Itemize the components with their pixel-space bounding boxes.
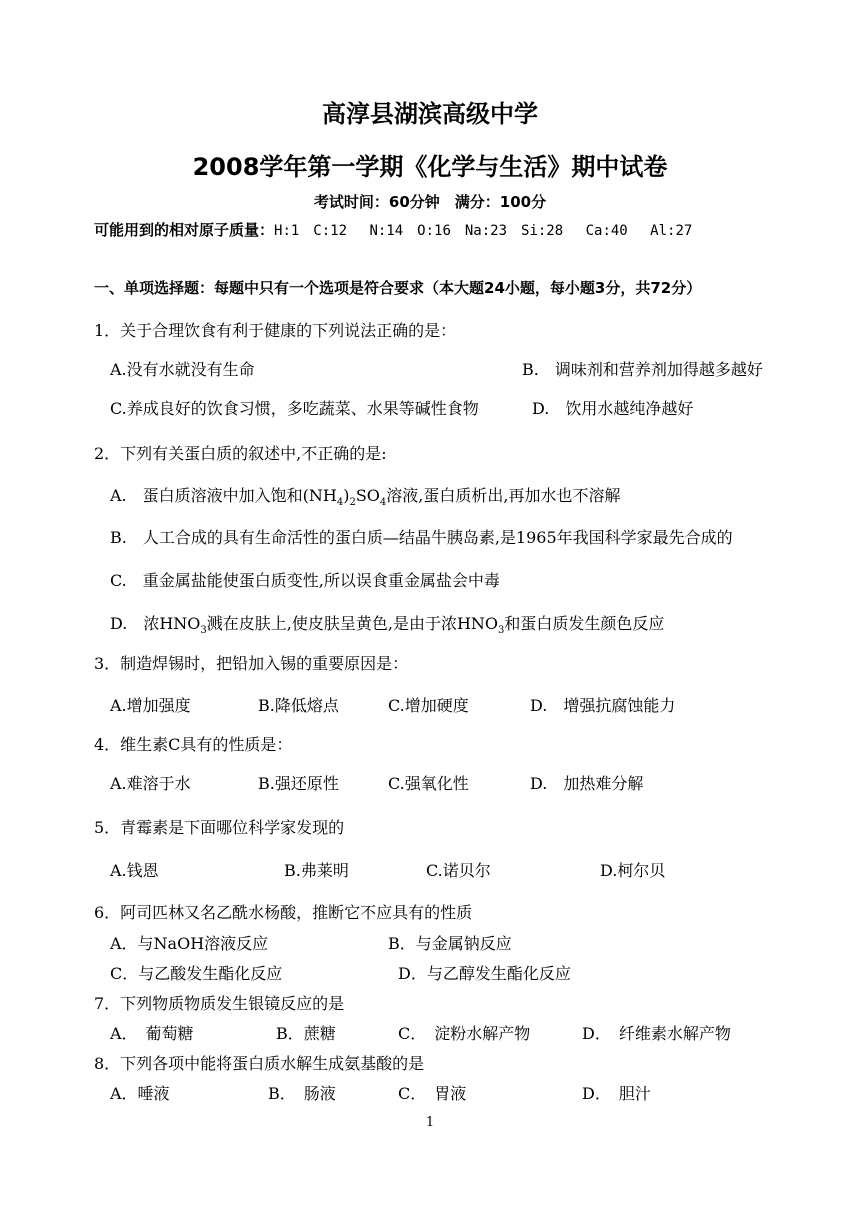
option-c: C．与乙酸发生酯化反应 [110,964,283,983]
option-a-text-3: SO [355,486,380,505]
option-d [110,611,664,636]
option-c: C.诺贝尔 [426,861,491,880]
question-stem: 4．维生素C具有的性质是： [94,735,293,754]
question-stem: 7．下列物质物质发生银镜反应的是 [94,994,345,1013]
subscript: 3 [200,625,207,637]
option-d: D. 增强抗腐蚀能力 [530,696,676,715]
subscript: 4 [336,497,344,509]
option-b: B．蔗糖 [276,1024,336,1043]
option-d: D． 胆汁 [582,1084,651,1103]
option-b: B． 肠液 [268,1084,336,1103]
option-b: B.降低熔点 [258,696,339,715]
option-a [110,483,620,508]
question-stem: 2．下列有关蛋白质的叙述中,不正确的是: [94,444,387,463]
option-a: A.没有水就没有生命 [110,360,255,379]
option-a: A．与NaOH溶液反应 [110,934,269,953]
option-b: B．与金属钠反应 [388,934,512,953]
question-stem: 3．制造焊锡时，把铅加入锡的重要原因是： [94,654,409,673]
question-stem: 8．下列各项中能将蛋白质水解生成氨基酸的是 [94,1054,425,1073]
option-c: C. 重金属盐能使蛋白质变性,所以误食重金属盐会中毒 [110,571,500,590]
option-b: B.弗莱明 [284,861,349,880]
option-d: D. 饮用水越纯净越好 [532,399,694,418]
option-d: D．与乙醇发生酯化反应 [398,964,571,983]
option-a: A.增加强度 [110,696,191,715]
option-b: B.强还原性 [258,774,339,793]
subscript: 4 [379,497,387,509]
option-a: A.难溶于水 [110,774,191,793]
option-a-text-2: ) [343,486,350,505]
exam-title: 2008学年第一学期《化学与生活》期中试卷 [192,153,668,181]
question-stem: 1．关于合理饮食有利于健康的下列说法正确的是： [94,321,457,340]
school-name: 高淳县湖滨高级中学 [322,100,538,128]
option-a: A.钱恩 [110,861,159,880]
option-c: C.养成良好的饮食习惯，多吃蔬菜、水果等碱性食物 [110,399,479,418]
option-a: A． 葡萄糖 [110,1024,194,1043]
option-d-text-1: D. 浓HNO [110,614,201,633]
option-d: D.柯尔贝 [600,861,666,880]
atomic-masses [94,219,692,240]
option-c: C.增加硬度 [388,696,469,715]
option-a-text-4: 溶液,蛋白质析出,再加水也不溶解 [386,486,621,505]
option-d-text-2: 溅在皮肤上,使皮肤呈黄色,是由于浓HNO [206,614,499,633]
option-d-text-3: 和蛋白质发生颜色反应 [504,614,665,633]
atomic-masses-label: 可能用到的相对原子质量： [94,221,275,239]
question-stem: 5．青霉素是下面哪位科学家发现的 [94,818,345,837]
option-d: D. 加热难分解 [530,774,644,793]
option-a: A．唾液 [110,1084,170,1103]
page-number: 1 [425,1115,435,1130]
option-c: C.强氧化性 [388,774,469,793]
subscript: 2 [349,497,356,509]
option-d: D． 纤维素水解产物 [582,1024,731,1043]
option-a-text-1: A. 蛋白质溶液中加入饱和(NH [110,486,337,505]
section-title: 一、单项选择题：每题中只有一个选项是符合要求（本大题24小题，每小题3分，共72分） [94,279,702,297]
atomic-masses-values: H:1 C:12 N:14 O:16 Na:23 Si:28 Ca:40 Al:27 [274,223,693,239]
option-b: B. 人工合成的具有生命活性的蛋白质—结晶牛胰岛素,是1965年我国科学家最先合成的 [110,528,733,547]
option-c: C． 淀粉水解产物 [398,1024,531,1043]
option-b: B. 调味剂和营养剂加得越多越好 [522,360,763,379]
option-c: C． 胃液 [398,1084,467,1103]
exam-info: 考试时间：60分钟 满分：100分 [313,193,547,211]
question-stem: 6．阿司匹林又名乙酰水杨酸，推断它不应具有的性质 [94,903,473,922]
subscript: 3 [498,625,505,637]
